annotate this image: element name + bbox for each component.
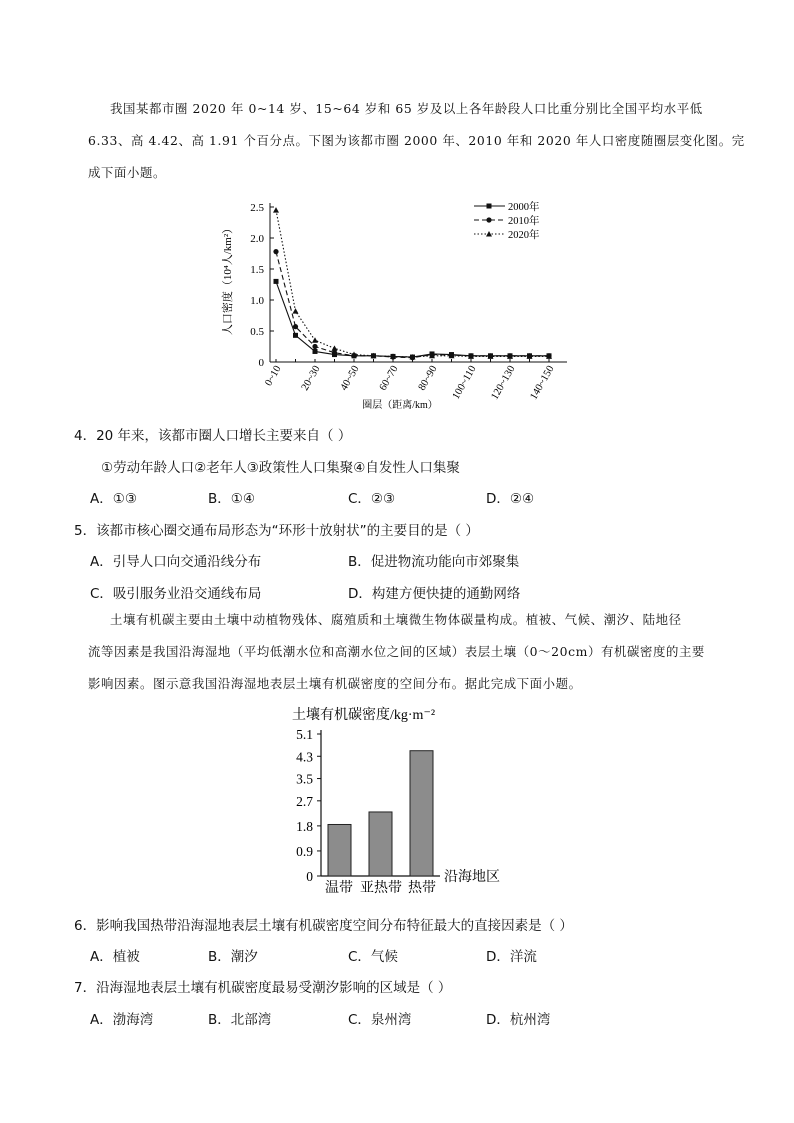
chart1-point-circle [293,324,298,329]
q6-stem: 6．影响我国热带沿海湿地表层土壤有机碳密度空间分布特征最大的直接因素是（ ） [74,918,573,934]
q4-option-b[interactable]: B．①④ [208,491,255,507]
q7-option-d[interactable]: D．杭州湾 [486,1012,551,1028]
chart1-point-square [274,279,279,284]
chart2-y-tick-label: 4.3 [296,749,313,765]
chart2-y-tick-label: 1.8 [296,818,313,834]
chart1-x-tick-label: 20~30 [299,364,323,393]
chart1-point-triangle [293,308,299,314]
chart1-x-tick-label: 0~10 [263,364,284,389]
chart2-x-tick-label: 热带 [408,881,436,896]
chart1-point-square [293,333,298,338]
q4-statements: ①劳动年龄人口②老年人③政策性人口集聚④自发性人口集聚 [101,460,460,476]
chart1-point-triangle [332,345,338,351]
chart2-y-ticks [296,727,321,884]
soil-carbon-chart [280,700,520,900]
intro2-line1: 土壤有机碳主要由土壤中动植物残体、腐殖质和土壤微生物体碳量构成。植被、气候、潮汐、陆地径 [110,612,682,627]
chart2-x-tick-label: 温带 [325,881,353,896]
chart2-y-tick-label: 3.5 [296,771,313,787]
chart1-legend [474,200,540,241]
chart1-x-axis-label: 圈层（距离/km） [362,400,438,411]
chart1-y-tick-label: 1.0 [250,295,264,307]
intro1-line3: 成下面小题。 [88,165,166,180]
q6-option-d[interactable]: D．洋流 [486,949,537,965]
q4-option-d[interactable]: D．②④ [486,491,535,507]
q5-option-a[interactable]: A．引导人口向交通沿线分布 [90,554,262,570]
chart2-bars [328,751,433,876]
chart1-point-triangle [273,207,279,213]
chart2-x-tick-label: 亚热带 [360,881,402,896]
q7-option-a[interactable]: A．渤海湾 [90,1012,154,1028]
population-density-chart [215,195,575,417]
chart2-title: 土壤有机碳密度/kg·m⁻² [292,708,436,723]
q4-option-a[interactable]: A．①③ [90,491,137,507]
chart1-x-tick-label: 120~130 [489,364,518,402]
chart2-y-tick-label: 0.9 [296,843,313,859]
chart1-y-tick-label: 1.5 [250,264,264,276]
chart2-x-ticks [325,879,436,896]
q6-option-a[interactable]: A．植被 [90,949,140,965]
chart1-y-tick-label: 0 [258,357,264,369]
chart1-point-circle [332,350,337,355]
chart1-point-triangle [312,337,318,343]
chart1-x-tick-label: 100~110 [450,364,479,402]
q5-option-b[interactable]: B．促进物流功能向市郊聚集 [348,554,520,570]
legend-2010: 2010年 [508,216,540,227]
intro1-line2: 6.33、高 4.42、高 1.91 个百分点。下图为该都市圈 2000 年、2010 年和 2020 年人口密度随圈层变化图。完 [88,133,745,148]
chart1-point-circle [273,249,278,254]
chart1-point-circle [312,344,317,349]
chart1-y-axis-label: 人口密度（10⁴人/km²） [222,222,234,336]
intro1-line1: 我国某都市圈 2020 年 0~14 岁、15~64 岁和 65 岁及以上各年龄段人口比重分别比全国平均水平低 [110,101,703,116]
chart1-x-tick-label: 40~50 [338,364,362,393]
q5-option-d[interactable]: D．构建方便快捷的通勤网络 [348,586,521,602]
q6-option-b[interactable]: B．潮汐 [208,949,258,965]
q4-stem: 4．20 年来，该都市圈人口增长主要来自（ ） [74,428,352,444]
chart2-y-tick-label: 5.1 [296,727,313,742]
chart2-x-axis-label: 沿海地区 [444,870,500,885]
intro2-line3: 影响因素。图示意我国沿海湿地表层土壤有机碳密度的空间分布。据此完成下面小题。 [88,676,582,691]
intro2-line2: 流等因素是我国沿海湿地（平均低潮水位和高潮水位之间的区域）表层土壤（0～20cm）有机碳密度的主要 [88,644,705,659]
legend-2000: 2000年 [508,202,540,213]
q6-option-c[interactable]: C．气候 [348,949,398,965]
q7-option-b[interactable]: B．北部湾 [208,1012,272,1028]
q7-option-c[interactable]: C．泉州湾 [348,1012,412,1028]
chart2-y-tick-label: 2.7 [296,793,313,809]
chart2-y-tick-label: 0 [306,869,313,884]
chart1-x-tick-label: 140~150 [528,364,557,402]
legend-2020: 2020年 [508,230,540,241]
q7-stem: 7．沿海湿地表层土壤有机碳密度最易受潮汐影响的区域是（ ） [74,980,452,996]
chart2-bar-2 [410,751,433,876]
chart1-y-tick-label: 2.5 [250,202,264,214]
chart1-x-ticks [263,359,556,402]
q4-option-c[interactable]: C．②③ [348,491,396,507]
chart1-y-tick-label: 0.5 [250,326,264,338]
chart1-y-tick-label: 2.0 [250,233,264,245]
chart1-x-tick-label: 60~70 [377,364,401,393]
chart2-bar-0 [328,824,351,876]
chart1-point-square [313,349,318,354]
q5-option-c[interactable]: C．吸引服务业沿交通线布局 [90,586,262,602]
chart2-bar-1 [369,812,392,876]
q5-stem: 5．该都市核心圈交通布局形态为“环形十放射状”的主要目的是（ ） [74,523,479,539]
chart1-x-tick-label: 80~90 [416,364,440,393]
